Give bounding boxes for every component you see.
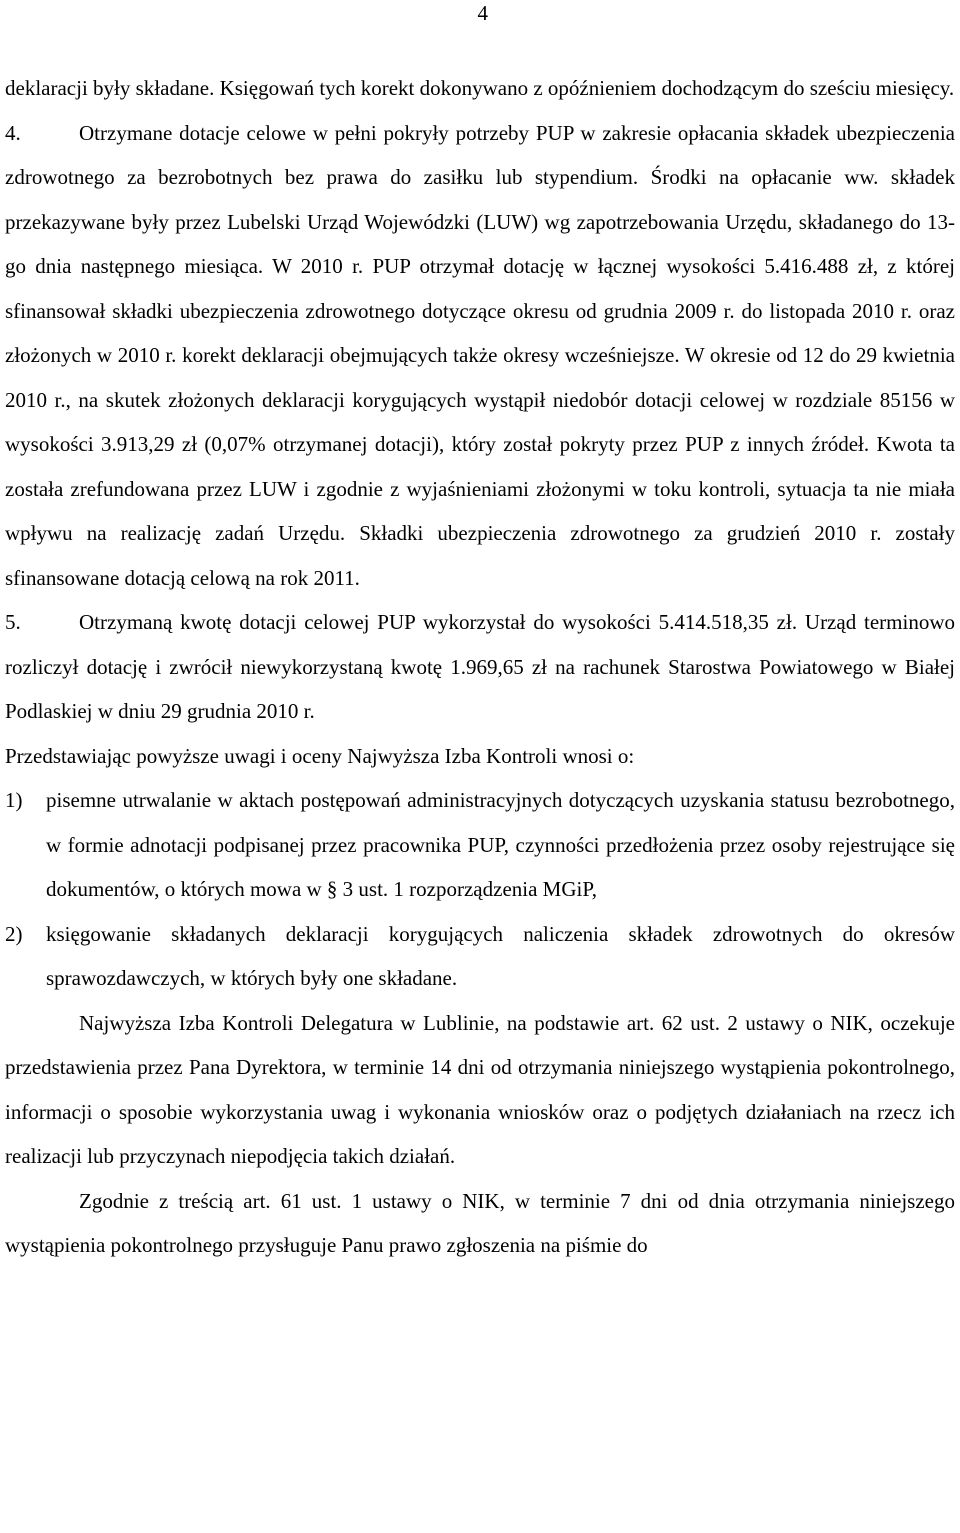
conclusions-intro: Przedstawiając powyższe uwagi i oceny Najwyższa Izba Kontroli wnosi o: xyxy=(5,743,635,768)
final-paragraph: Zgodnie z treścią art. 61 ust. 1 ustawy o NIK, w terminie 7 dni od dnia otrzymania niniejszego wystąpienia pokontrolnego przysługuje Panu prawo zgłoszenia na piśmie do xyxy=(5,1188,955,1257)
page-number: 4 xyxy=(477,1,488,25)
document-body xyxy=(5,66,955,1268)
request-paragraph: Najwyższa Izba Kontroli Delegatura w Lublinie, na podstawie art. 62 ust. 2 ustawy o NIK, oczekuje przedstawienia przez Pana Dyrektora, w terminie 14 dni od otrzymania niniejszego wystąpienia pokontrolnego, informacji o sposobie wykorzystania uwag i wykonania wniosków oraz o podjętych działaniach na rzecz ich realizacji lub przyczynach niepodjęcia takich działań. xyxy=(5,1010,955,1168)
item-5-text: Otrzymaną kwotę dotacji celowej PUP wykorzystał do wysokości 5.414.518,35 zł. Urząd terminowo rozliczył dotację i zwrócił niewykorzystaną kwotę 1.969,65 zł na rachunek Starostwa Powiatowego w Białej Podlaskiej w dniu 29 grudnia 2010 r. xyxy=(5,610,955,723)
item-5-paragraph xyxy=(5,600,955,734)
item-4-paragraph xyxy=(5,111,955,601)
intro-paragraph: deklaracji były składane. Księgowań tych korekt dokonywano z opóźnieniem dochodzącym do sześciu miesięcy. xyxy=(5,76,955,100)
item-5-number: 5. xyxy=(5,610,21,634)
conclusion-marker-2: 2) xyxy=(5,921,23,946)
conclusion-item-2 xyxy=(5,912,955,1001)
conclusion-item-1 xyxy=(5,778,955,912)
conclusion-text-2: księgowanie składanych deklaracji korygujących naliczenia składek zdrowotnych do okresów sprawozdawczych, w których były one składane. xyxy=(46,921,955,990)
item-4-text: Otrzymane dotacje celowe w pełni pokryły potrzeby PUP w zakresie opłacania składek ubezpieczenia zdrowotnego za bezrobotnych bez prawa do zasiłku lub stypendium. Środki na opłacanie ww. składek przekazywane były przez Lubelski Urząd Wojewódzki (LUW) wg zapotrzebowania Urzędu, składanego do 13-go dnia następnego miesiąca. W 2010 r. PUP otrzymał dotację w łącznej wysokości 5.416.488 zł, z której sfinansował składki ubezpieczenia zdrowotnego dotyczące okresu od grudnia 2009 r. do listopada 2010 r. oraz złożonych w 2010 r. korekt deklaracji obejmujących także okresy wcześniejsze. W okresie od 12 do 29 kwietnia 2010 r., na skutek złożonych deklaracji korygujących wystąpił niedobór dotacji celowej w rozdziale 85156 w wysokości 3.913,29 zł (0,07% otrzymanej dotacji), który został pokryty przez PUP z innych źródeł. Kwota ta została zrefundowana przez LUW i zgodnie z wyjaśnieniami złożonymi w toku kontroli, sytuacja ta nie miała wpływu na realizację zadań Urzędu. Składki ubezpieczenia zdrowotnego za grudzień 2010 r. zostały sfinansowane dotacją celową na rok 2011. xyxy=(5,120,955,590)
conclusion-text-1: pisemne utrwalanie w aktach postępowań administracyjnych dotyczących uzyskania statusu bezrobotnego, w formie adnotacji podpisanej przez pracownika PUP, czynności przedłożenia przez osoby rejestrujące się dokumentów, o których mowa w § 3 ust. 1 rozporządzenia MGiP, xyxy=(46,788,955,901)
item-4-number: 4. xyxy=(5,120,21,145)
conclusion-marker-1: 1) xyxy=(5,788,23,812)
